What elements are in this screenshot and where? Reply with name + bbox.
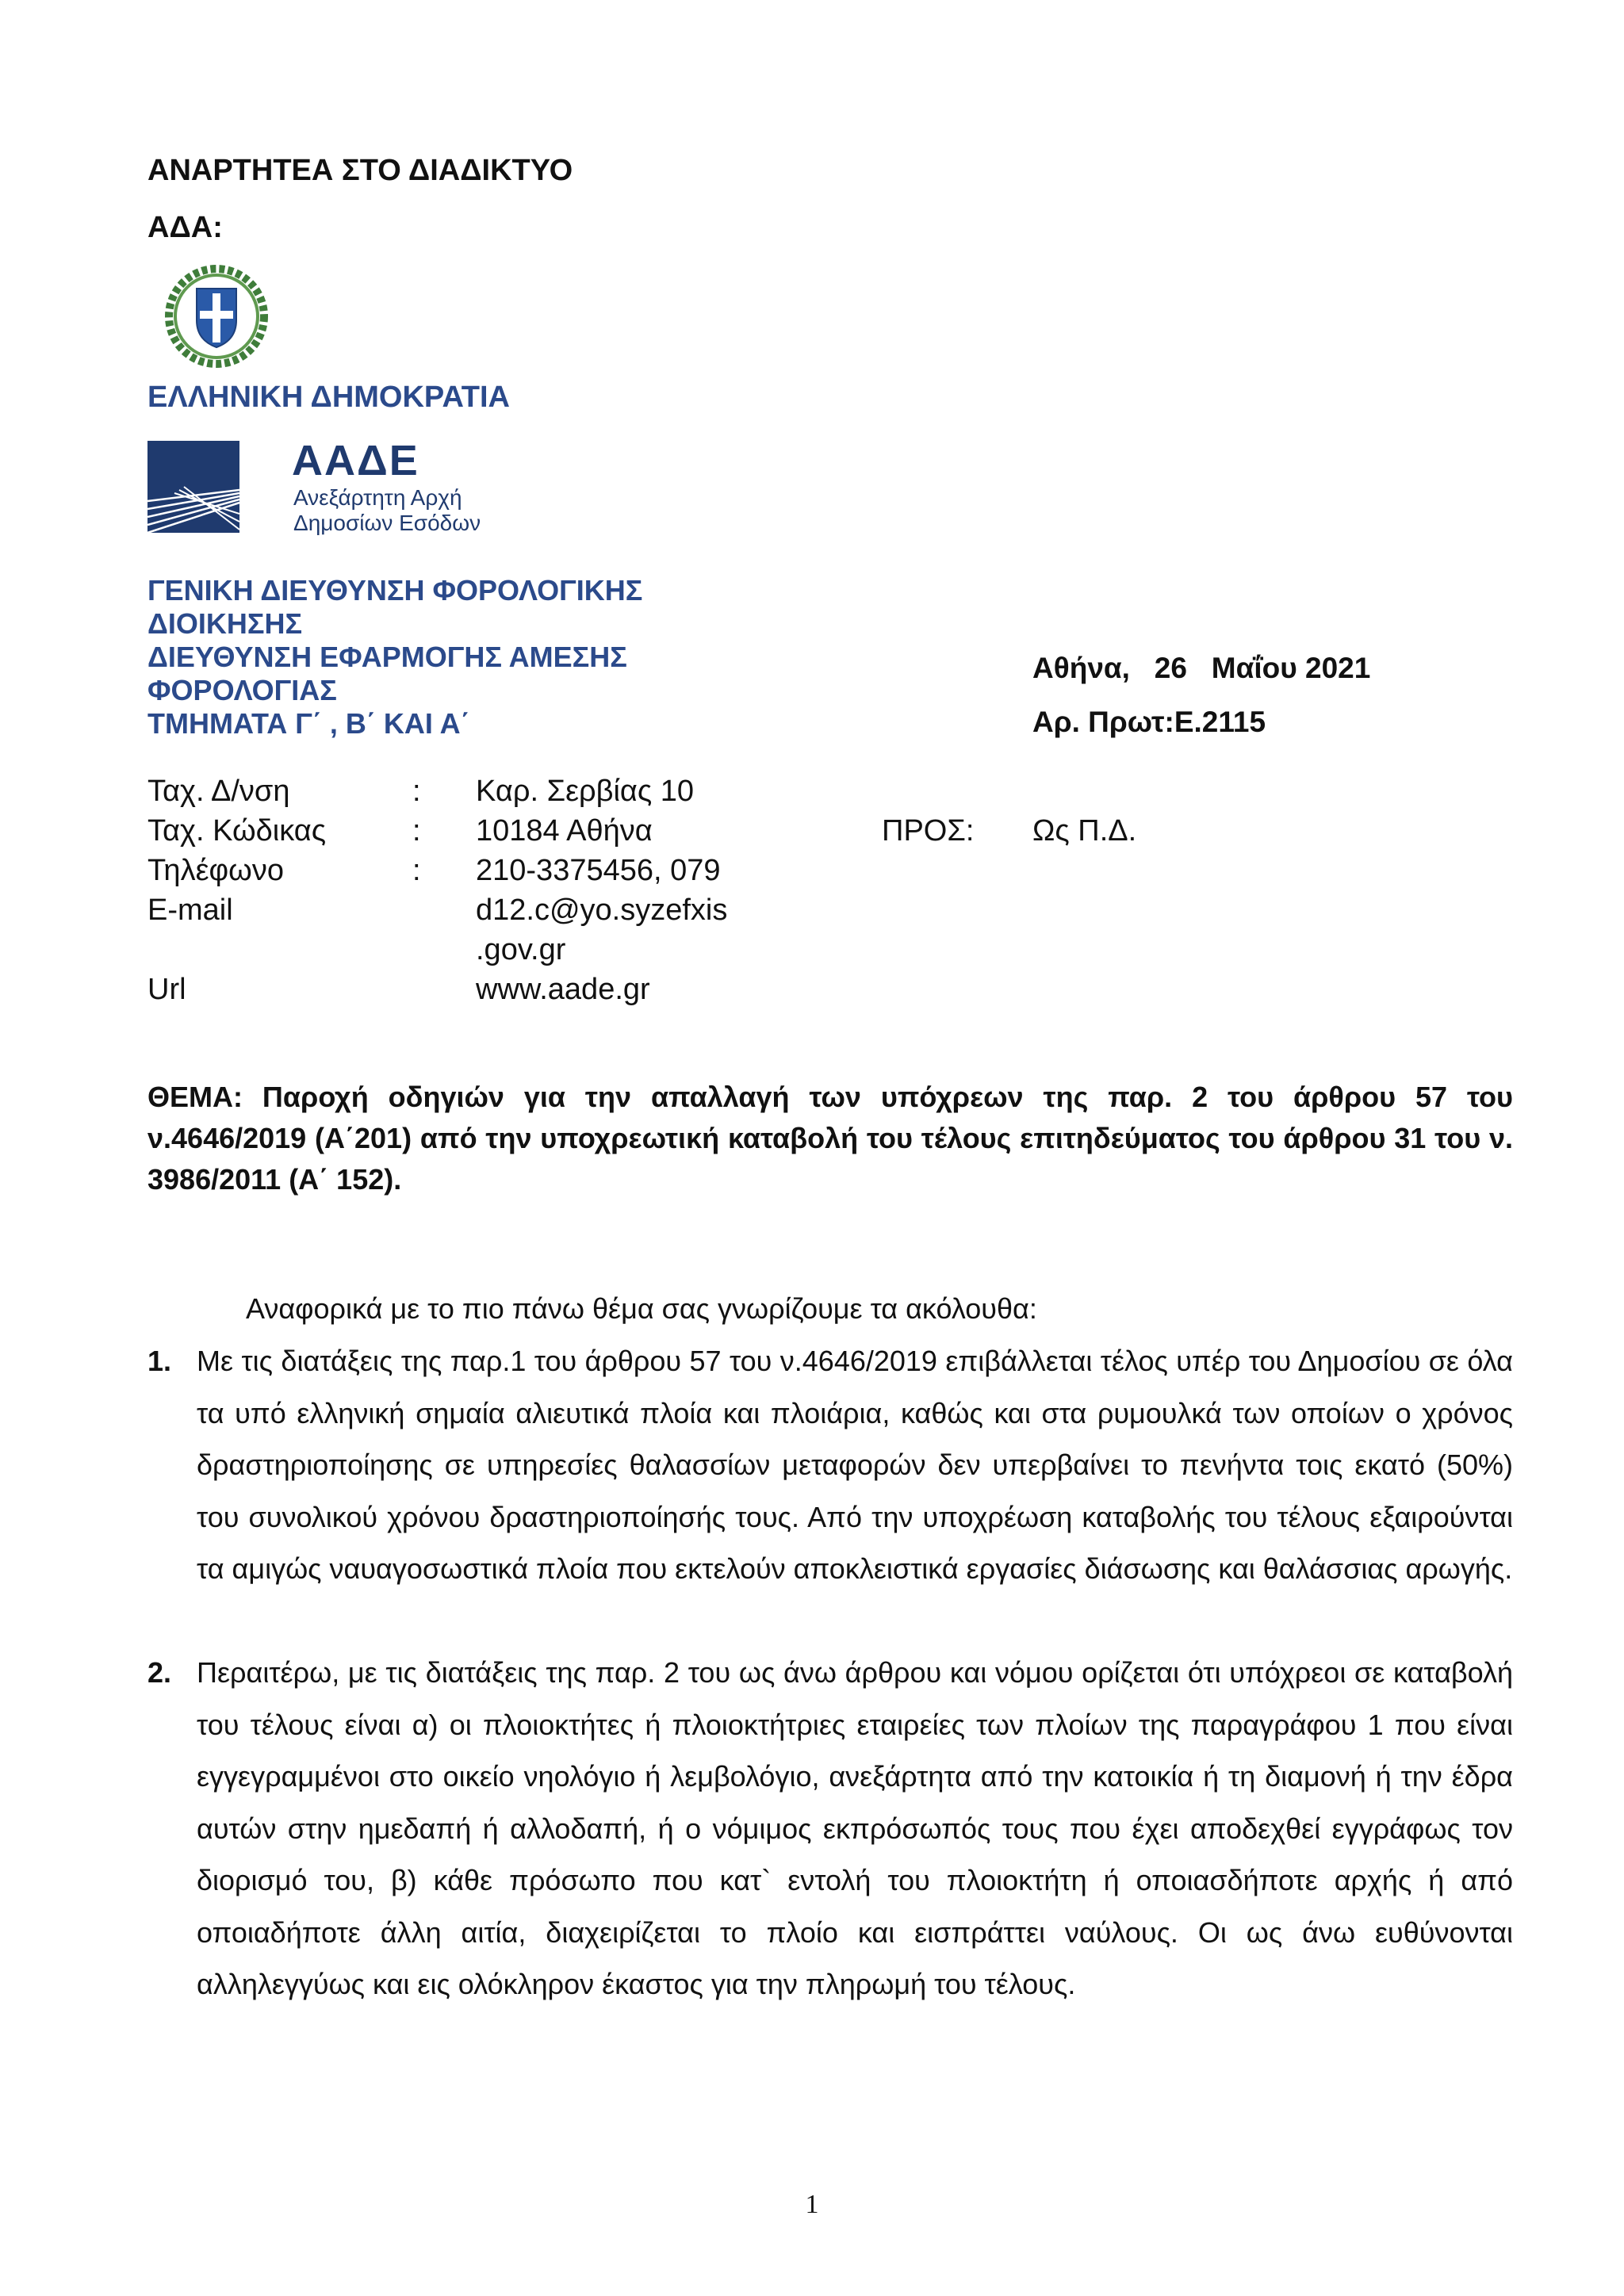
contact-label: E-mail [147,894,233,927]
list-item-text: Με τις διατάξεις της παρ.1 του άρθρου 57 του ν.4646/2019 επιβάλλεται τέλος υπέρ του Δημοσίου σε όλα τα υπό ελληνική σημαία αλιευτικά πλοία και πλοιάρια, καθώς και στα ρυμουλκά των οποίων ο χρόνος δραστηριοποίησης σε υπηρεσίες θαλασσίων μεταφορών δεν υπερβαίνει το πενήντα τοις εκατό (50%) του συνολικού χρόνου δραστηριοποίησής τους. Από την υποχρέωση καταβολής του τέλους εξαιρούνται τα αμιγώς ναυαγοσωστικά πλοία που εκτελούν αποκλειστικά εργασίες διάσωσης και θαλάσσιας αρωγής. [197,1345,1513,1585]
org-block [147,574,642,740]
contact-value: .gov.gr [476,933,566,966]
subject-paragraph: ΘΕΜΑ: Παροχή οδηγιών για την απαλλαγή των υπόχρεων της παρ. 2 του άρθρου 57 του ν.4646/2019 (Α΄201) από την υποχρεωτική καταβολή του τέλους επιτηδεύματος του άρθρου 31 του ν. 3986/2011 (Α΄ 152). [147,1081,1513,1196]
greek-coat-of-arms-emblem [165,265,268,368]
aade-logo-name: ΑΑΔΕ [292,437,419,484]
contact-value: 210-3375456, 079 [476,854,721,887]
ada-label: ΑΔΑ: [147,211,223,244]
org-line: ΦΟΡΟΛΟΓΙΑΣ [147,674,337,706]
aade-logo-mark-icon [147,441,239,533]
contact-value: d12.c@yo.syzefxis [476,894,728,927]
list-item-number: 2. [147,1656,172,1689]
list-item [147,1335,1513,1595]
list-item-number: 1. [147,1345,172,1377]
republic-heading: ΕΛΛΗΝΙΚΗ ΔΗΜΟΚΡΑΤΙΑ [147,381,510,414]
contact-value: 10184 Αθήνα [476,814,653,848]
contact-label: Url [147,973,186,1006]
contact-label: Τηλέφωνο [147,854,284,887]
intro-paragraph: Αναφορικά με το πιο πάνω θέμα σας γνωρίζουμε τα ακόλουθα: [246,1292,1037,1325]
contact-colon: : [412,814,421,848]
contact-colon: : [412,854,421,887]
posting-note: ΑΝΑΡΤΗΤΕΑ ΣΤΟ ΔΙΑΔΙΚΤΥΟ [147,154,573,187]
org-line: ΔΙΕΥΘΥΝΣΗ ΕΦΑΡΜΟΓΗΣ ΑΜΕΣΗΣ [147,641,627,673]
protocol-number: Αρ. Πρωτ:Ε.2115 [1032,706,1266,738]
contact-colon: : [412,775,421,808]
contact-value: Καρ. Σερβίας 10 [476,775,695,808]
recipient-label: ΠΡΟΣ: [882,814,975,848]
aade-logo-subtitle-1: Ανεξάρτητη Αρχή [293,485,462,510]
contact-label: Ταχ. Κώδικας [147,814,327,848]
list-item [147,1647,1513,2011]
org-line: ΓΕΝΙΚΗ ΔΙΕΥΘΥΝΣΗ ΦΟΡΟΛΟΓΙΚΗΣ [147,574,643,607]
org-line: ΔΙΟΙΚΗΣΗΣ [147,607,303,640]
aade-logo-subtitle-2: Δημοσίων Εσόδων [293,511,481,535]
org-line: ΤΜΗΜΑΤΑ Γ΄ , Β΄ ΚΑΙ Α΄ [147,707,470,740]
page-number: 1 [805,2190,819,2219]
aade-logo [147,437,520,536]
contact-value: www.aade.gr [476,973,650,1006]
document-date: Αθήνα, 26 Μαΐου 2021 [1032,652,1371,684]
recipient-value: Ως Π.Δ. [1032,814,1137,848]
list-item-text: Περαιτέρω, με τις διατάξεις της παρ. 2 του ως άνω άρθρου και νόμου ορίζεται ότι υπόχρεοι σε καταβολή του τέλους είναι α) οι πλοιοκτήτες ή πλοιοκτήτριες εταιρείες των πλοίων της παραγράφου 1 που είναι εγγεγραμμένοι στο οικείο νηολόγιο ή λεμβολόγιο, ανεξάρτητα από την κατοικία ή τη διαμονή ή την έδρα αυτών στην ημεδαπή ή αλλοδαπή, ή ο νόμιμος εκπρόσωπός τους που έχει αποδεχθεί εγγράφως τον διορισμό του, β) κάθε πρόσωπο που κατ` εντολή του πλοιοκτήτη ή οποιασδήποτε αρχής ή από οποιαδήποτε άλλη αιτία, διαχειρίζεται το πλοίο και εισπράττει ναύλους. Οι ως άνω ευθύνονται αλληλεγγύως και εις ολόκληρον έκαστος για την πληρωμή του τέλους. [197,1656,1513,2000]
contact-label: Ταχ. Δ/νση [147,775,290,808]
